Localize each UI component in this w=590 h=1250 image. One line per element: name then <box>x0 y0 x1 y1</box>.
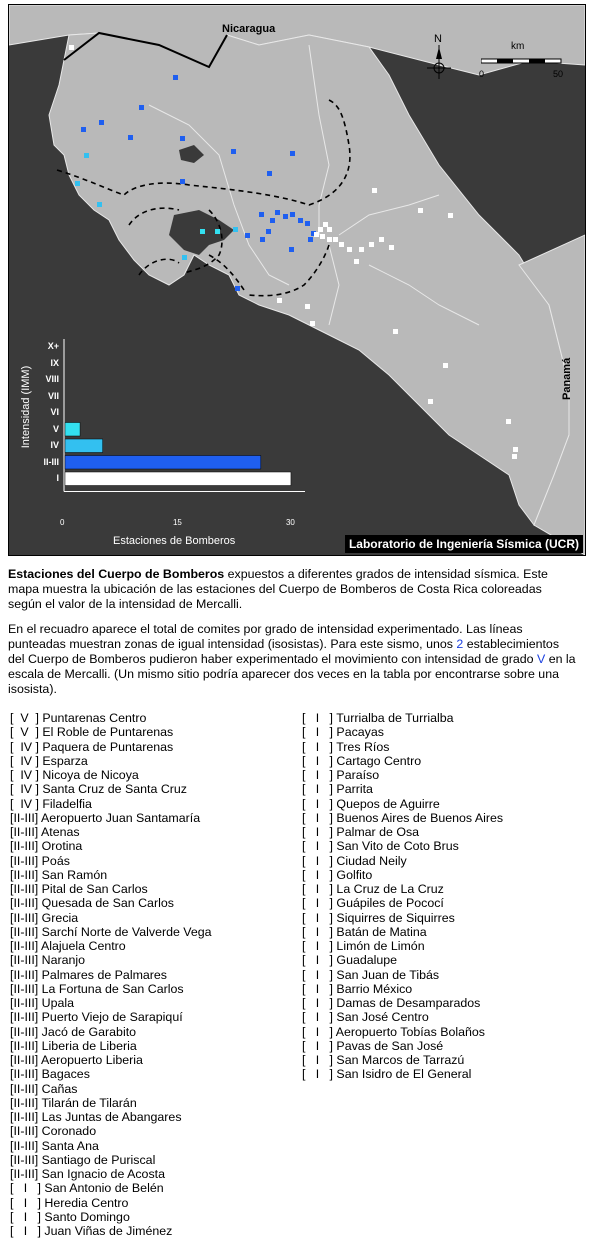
x-tick-label: 0 <box>60 517 65 527</box>
intensity-level-label: VIII <box>45 374 59 384</box>
panama-label: Panamá <box>561 357 573 400</box>
station-list-item: [II-III] Aeropuerto Juan Santamaría <box>10 810 201 825</box>
station-marker <box>379 237 384 242</box>
x-axis-title: Estaciones de Bomberos <box>113 535 236 547</box>
intensity-bar <box>65 456 261 470</box>
station-marker <box>320 234 325 239</box>
station-list-item: [II-III] Jacó de Garabito <box>10 1024 137 1039</box>
station-list-item: [II-III] La Fortuna de San Carlos <box>10 981 184 996</box>
station-list-item: [II-III] Tilarán de Tilarán <box>10 1095 137 1110</box>
station-marker <box>290 212 295 217</box>
station-marker <box>305 304 310 309</box>
x-tick-label: 15 <box>172 517 182 527</box>
station-list-right <box>302 711 503 1082</box>
station-marker <box>512 454 517 459</box>
nicaragua-label: Nicaragua <box>222 23 276 35</box>
station-list-item: [ I ] Barrio México <box>302 981 413 996</box>
station-marker <box>231 149 236 154</box>
station-list-item: [ I ] San Marcos de Tarrazú <box>302 1053 465 1067</box>
x-tick-label: 30 <box>285 517 295 527</box>
station-marker <box>139 105 144 110</box>
description-text-1: expuestos a diferentes grados de intensidad sísmica. Este mapa muestra la ubicación de las estaciones del Cuerpo de Bomberos de Costa Rica coloreadas según el valor de la intensidad de Mercalli. <box>8 567 548 611</box>
station-list-item: [ I ] Batán de Matina <box>302 924 427 939</box>
station-list-item: [II-III] Sarchí Norte de Valverde Vega <box>10 924 212 939</box>
station-list-item: [ I ] Turrialba de Turrialba <box>302 711 454 725</box>
station-list-item: [II-III] Atenas <box>10 825 80 839</box>
station-marker <box>506 419 511 424</box>
station-list-item: [II-III] Liberia de Liberia <box>10 1038 137 1053</box>
station-list-item: [II-III] San Ramón <box>10 867 108 882</box>
station-count: 2 <box>456 637 464 651</box>
station-marker <box>448 213 453 218</box>
lab-credit: Laboratorio de Ingeniería Sísmica (UCR) <box>345 535 583 553</box>
station-list-item: [II-III] Poás <box>10 853 70 868</box>
station-marker <box>173 75 178 80</box>
station-marker <box>235 286 240 291</box>
description-heading: Estaciones del Cuerpo de Bomberos <box>8 567 225 581</box>
station-list-item: [II-III] Orotina <box>10 839 83 854</box>
station-list-item: [ I ] Palmar de Osa <box>302 825 420 839</box>
intensity-bar <box>65 439 103 453</box>
station-marker <box>305 221 310 226</box>
intensity-bars <box>13 331 317 553</box>
station-marker <box>347 247 352 252</box>
station-list-item: [ I ] Aeropuerto Tobías Bolaños <box>302 1024 485 1039</box>
station-marker <box>97 202 102 207</box>
station-list-item: [ I ] Santo Domingo <box>10 1209 130 1224</box>
station-marker <box>215 229 220 234</box>
station-marker <box>233 227 238 232</box>
station-marker <box>245 233 250 238</box>
description-paragraph-1 <box>8 567 578 612</box>
station-list-item: [II-III] Cañas <box>10 1081 78 1096</box>
description <box>8 567 578 707</box>
station-list-item: [II-III] Las Juntas de Abangares <box>10 1110 182 1124</box>
station-marker <box>290 151 295 156</box>
description-paragraph-2 <box>8 622 578 697</box>
station-list-item: [II-III] Naranjo <box>10 953 86 968</box>
station-marker <box>310 321 315 326</box>
station-list-item: [ I ] Pacayas <box>302 725 384 740</box>
station-list-item: [ I ] Ciudad Neily <box>302 853 407 868</box>
station-list-item: [ IV ] Santa Cruz de Santa Cruz <box>10 782 187 797</box>
intensity-level-label: I <box>56 473 59 483</box>
station-list-item: [ I ] Guápiles de Pococí <box>302 896 444 911</box>
station-list-item: [II-III] Quesada de San Carlos <box>10 896 174 911</box>
station-list-item: [ IV ] Nicoya de Nicoya <box>10 768 139 782</box>
station-marker <box>339 242 344 247</box>
station-marker <box>69 45 74 50</box>
station-marker <box>277 298 282 303</box>
station-list-item: [ I ] San Antonio de Belén <box>10 1181 164 1196</box>
station-list-item: [ V ] Puntarenas Centro <box>10 711 147 725</box>
scale-bar <box>479 41 569 81</box>
scale-min: 0 <box>479 69 485 79</box>
station-list-item: [ V ] El Roble de Puntarenas <box>10 725 174 740</box>
station-marker <box>84 153 89 158</box>
map-panel <box>8 4 586 556</box>
station-marker <box>389 245 394 250</box>
station-marker <box>260 237 265 242</box>
north-arrow <box>427 33 451 79</box>
station-list-item: [ I ] San José Centro <box>302 1010 429 1025</box>
station-list-item: [ I ] Paraíso <box>302 768 380 782</box>
station-list-item: [ I ] Quepos de Aguirre <box>302 796 440 811</box>
station-list-item: [ I ] Golfito <box>302 867 373 882</box>
station-list-item: [II-III] Grecia <box>10 910 79 925</box>
station-marker <box>513 447 518 452</box>
station-list-item: [ I ] Limón de Limón <box>302 939 425 953</box>
intensity-level-label: IV <box>50 440 59 450</box>
station-marker <box>267 171 272 176</box>
station-list-item: [II-III] Puerto Viejo de Sarapiquí <box>10 1010 183 1025</box>
station-marker <box>428 399 433 404</box>
station-list-item: [ I ] Tres Ríos <box>302 739 390 754</box>
station-marker <box>182 255 187 260</box>
station-marker <box>298 218 303 223</box>
station-marker <box>333 237 338 242</box>
station-marker <box>81 127 86 132</box>
station-list-item: [ I ] Parrita <box>302 782 373 797</box>
station-marker <box>369 242 374 247</box>
station-list-item: [ IV ] Esparza <box>10 753 88 768</box>
station-list-item: [ I ] San Juan de Tibás <box>302 967 440 982</box>
intensity-grade: V <box>537 652 546 666</box>
station-list-item: [II-III] Bagaces <box>10 1067 90 1082</box>
station-marker <box>314 232 319 237</box>
station-marker <box>443 363 448 368</box>
station-list-item: [ I ] Guadalupe <box>302 953 398 968</box>
intensity-level-label: VI <box>50 407 59 417</box>
station-list-item: [ I ] San Isidro de El General <box>302 1067 472 1082</box>
map-overlay <box>9 5 585 555</box>
station-list-left <box>10 711 212 1238</box>
station-marker <box>128 135 133 140</box>
station-list-item: [ I ] Siquirres de Siquirres <box>302 910 455 925</box>
station-marker <box>359 247 364 252</box>
scale-max: 50 <box>553 69 564 79</box>
intensity-level-label: X+ <box>47 341 59 351</box>
station-marker <box>75 181 80 186</box>
station-marker <box>180 136 185 141</box>
station-list-item: [ I ] La Cruz de La Cruz <box>302 882 444 896</box>
station-list-item: [II-III] Upala <box>10 996 75 1010</box>
station-marker <box>180 179 185 184</box>
station-list-item: [ I ] San Vito de Coto Brus <box>302 839 459 854</box>
station-marker <box>200 229 205 234</box>
station-list-item: [II-III] Aeropuerto Liberia <box>10 1053 143 1067</box>
y-axis-title: Intensidad (IMM) <box>20 365 32 449</box>
station-marker <box>289 247 294 252</box>
station-marker <box>308 237 313 242</box>
station-list-item: [II-III] Santa Ana <box>10 1138 99 1153</box>
station-marker <box>327 227 332 232</box>
station-list-item: [II-III] Palmares de Palmares <box>10 967 168 982</box>
station-list-item: [ I ] Pavas de San José <box>302 1038 444 1053</box>
station-list-item: [ I ] Buenos Aires de Buenos Aires <box>302 810 504 825</box>
intensity-level-label: II-III <box>43 456 59 467</box>
station-list-item: [ I ] Cartago Centro <box>302 753 422 768</box>
station-marker <box>393 329 398 334</box>
station-list-item: [ I ] Damas de Desamparados <box>302 996 481 1010</box>
description-text-2b: establecimientos del Cuerpo de Bomberos pudieron haber experimentado el movimiento con intensidad de grado <box>8 637 560 666</box>
station-list-item: [II-III] Pital de San Carlos <box>10 882 148 896</box>
station-list-item: [II-III] San Ignacio de Acosta <box>10 1167 165 1181</box>
station-marker <box>372 188 377 193</box>
station-marker <box>327 237 332 242</box>
scale-bar-graphic <box>481 57 563 65</box>
station-marker <box>318 227 323 232</box>
station-list-item: [ IV ] Filadelfia <box>10 796 92 811</box>
description-text-2a: En el recuadro aparece el total de comites por grado de intensidad experimentado. Las líneas punteadas muestran zonas de igual intensidad (isosistas). Para este sismo, unos <box>8 622 523 651</box>
station-marker <box>283 214 288 219</box>
intensity-inset-chart <box>13 331 317 553</box>
station-list-item: [ I ] Heredia Centro <box>10 1195 129 1210</box>
intensity-bar <box>65 423 80 437</box>
scale-unit: km <box>511 41 525 52</box>
compass-icon <box>427 45 451 79</box>
station-marker <box>266 229 271 234</box>
station-marker <box>259 212 264 217</box>
station-list-item: [II-III] Santiago de Puriscal <box>10 1152 156 1167</box>
station-list-item: [II-III] Coronado <box>10 1124 97 1139</box>
station-marker <box>270 218 275 223</box>
station-marker <box>275 210 280 215</box>
intensity-level-label: IX <box>50 357 59 368</box>
north-label: N <box>434 33 442 45</box>
intensity-level-label: VII <box>47 390 59 401</box>
station-list-item: [ IV ] Paquera de Puntarenas <box>10 739 174 754</box>
intensity-level-label: V <box>52 423 59 434</box>
station-marker <box>418 208 423 213</box>
intensity-bar <box>65 472 291 486</box>
station-list-item: [ I ] Juan Viñas de Jiménez <box>10 1224 173 1238</box>
station-marker <box>354 259 359 264</box>
description-text-2c: en la escala de Mercalli. (Un mismo sitio podría aparecer dos veces en la tabla por encontrarse sobre una isosista). <box>8 652 576 696</box>
station-list-item: [II-III] Alajuela Centro <box>10 939 126 953</box>
station-marker <box>99 120 104 125</box>
